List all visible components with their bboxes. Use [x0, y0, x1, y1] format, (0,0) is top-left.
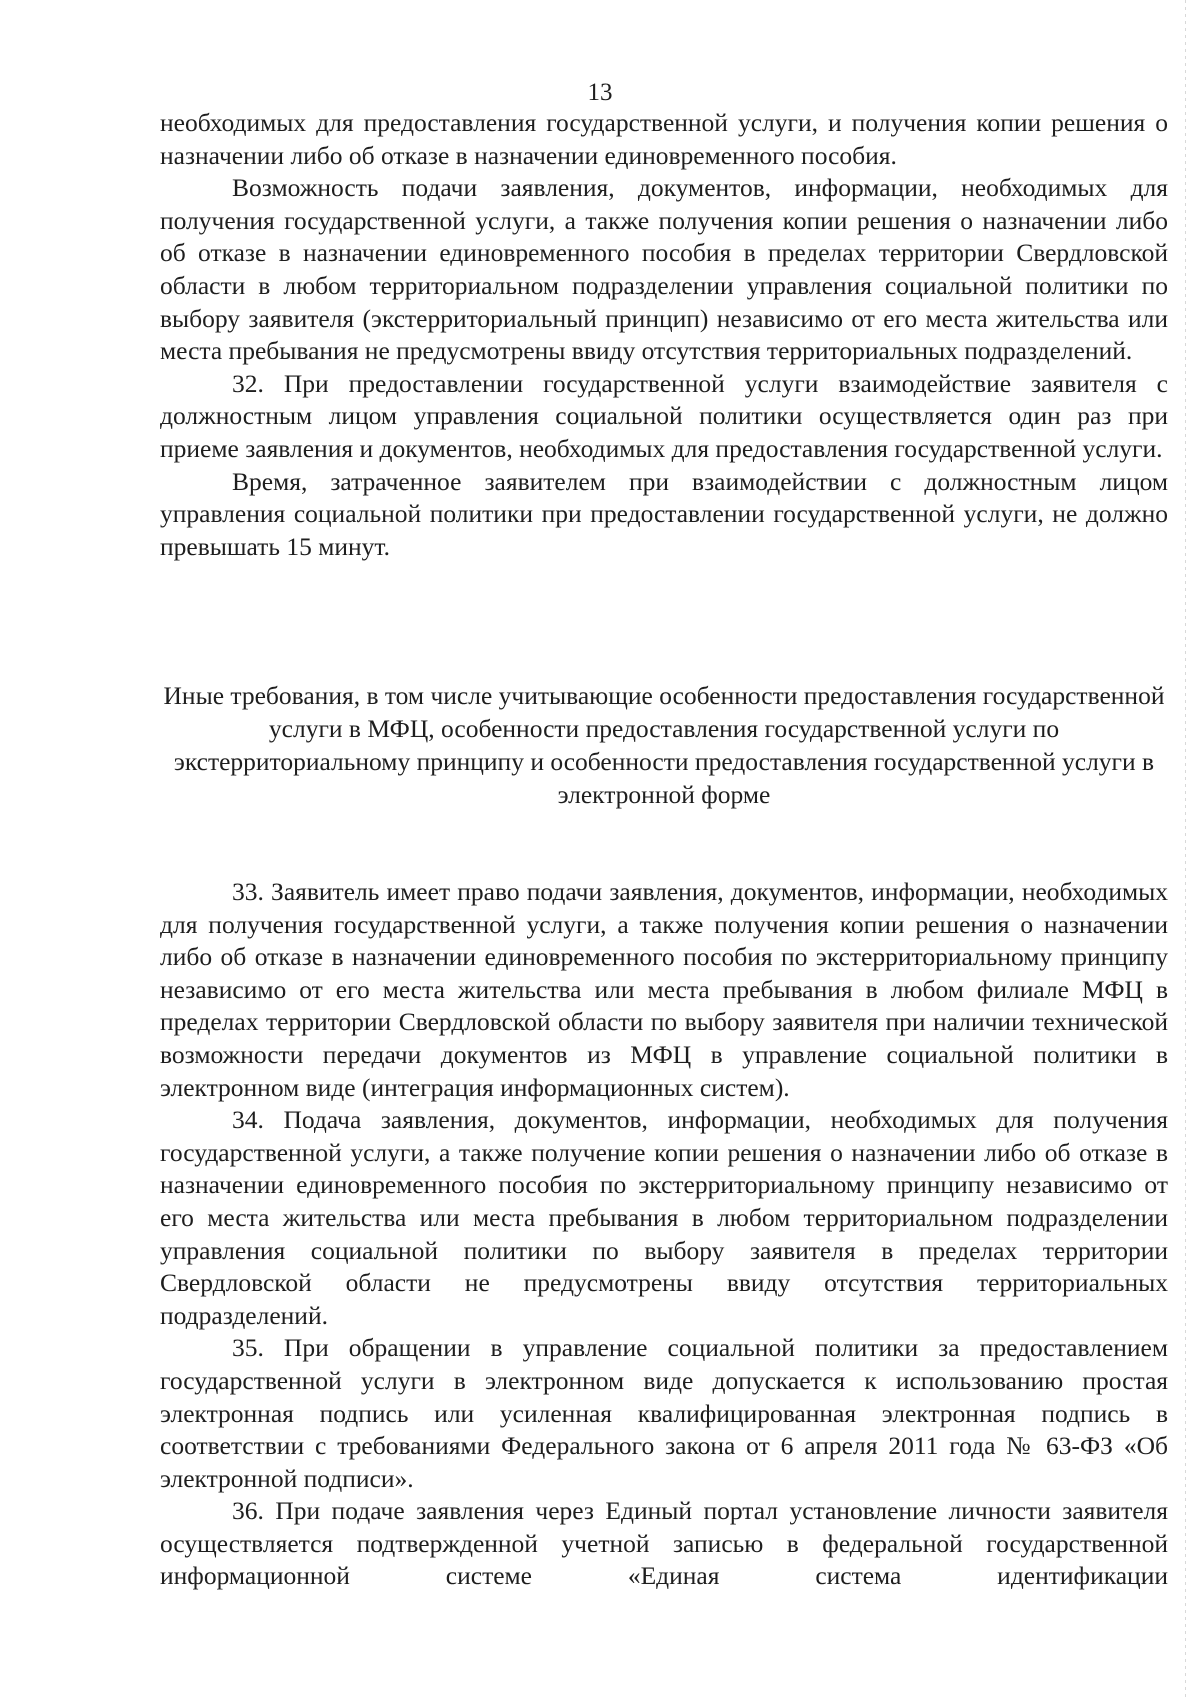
section-top [160, 107, 1168, 563]
paragraph-36: 36. При подаче заявления через Единый портал установление личности заявителя осуществляется подтвержденной учетной записью в федеральной государственной информационной системе «Единая система идентификации [160, 1496, 1168, 1591]
paragraph-33: 33. Заявитель имеет право подачи заявления, документов, информации, необходимых для получения государственной услуги, а также получения копии решения о назначении либо об отказе в назначении единовременного пособия по экстерриториальному принципу независимо от его места жительства или места пребывания в любом филиале МФЦ в пределах территории Свердловской области по выбору заявителя при наличии технической возможности передачи документов из МФЦ в управление социальной политики в электронном виде (интеграция информационных систем). [160, 877, 1168, 1102]
paragraph-possibility: Возможность подачи заявления, документов, информации, необходимых для получения государственной услуги, а также получения копии решения о назначении либо об отказе в назначении единовременного пособия в пределах территории Свердловской области в любом территориальном подразделении управления социальной политики по выбору заявителя (экстерриториальный принцип) независимо от его места жительства или места пребывания не предусмотрены ввиду отсутствия территориальных подразделений. [160, 173, 1168, 366]
paragraph-continued: необходимых для предоставления государственной услуги, и получения копии решения о назначении либо об отказе в назначении единовременного пособия. [160, 108, 1168, 170]
page-number: 13 [587, 79, 613, 106]
paragraph-32: 32. При предоставлении государственной услуги взаимодействие заявителя с должностным лицом управления социальной политики осуществляется один раз при приеме заявления и документов, необходимых для предоставления государственной услуги. [160, 368, 1168, 463]
scan-edge-line [1185, 0, 1186, 1697]
section-heading: Иные требования, в том числе учитывающие особенности предоставления государственной услуги в МФЦ, особенности предоставления государственной услуги по экстерриториальному принципу и особенности предоставления государственной услуги в электронной форме [163, 681, 1165, 809]
section-bottom [160, 876, 1168, 1593]
paragraph-35: 35. При обращении в управление социальной политики за предоставлением государственной услуги в электронном виде допускается к использованию простая электронная подпись или усиленная квалифицированная электронная подпись в соответствии с требованиями Федерального закона от 6 апреля 2011 года № 63-ФЗ «Об электронной подписи». [160, 1333, 1168, 1493]
paragraph-time: Время, затраченное заявителем при взаимодействии с должностным лицом управления социальной политики при предоставлении государственной услуги, не должно превышать 15 минут. [160, 466, 1168, 561]
paragraph-34: 34. Подача заявления, документов, информации, необходимых для получения государственной услуги, а также получение копии решения о назначении либо об отказе в назначении единовременного пособия по экстерриториальному принципу независимо от его места жительства или места пребывания в любом территориальном подразделении управления социальной политики по выбору заявителя в пределах территории Свердловской области не предусмотрены ввиду отсутствия территориальных подразделений. [160, 1105, 1168, 1330]
